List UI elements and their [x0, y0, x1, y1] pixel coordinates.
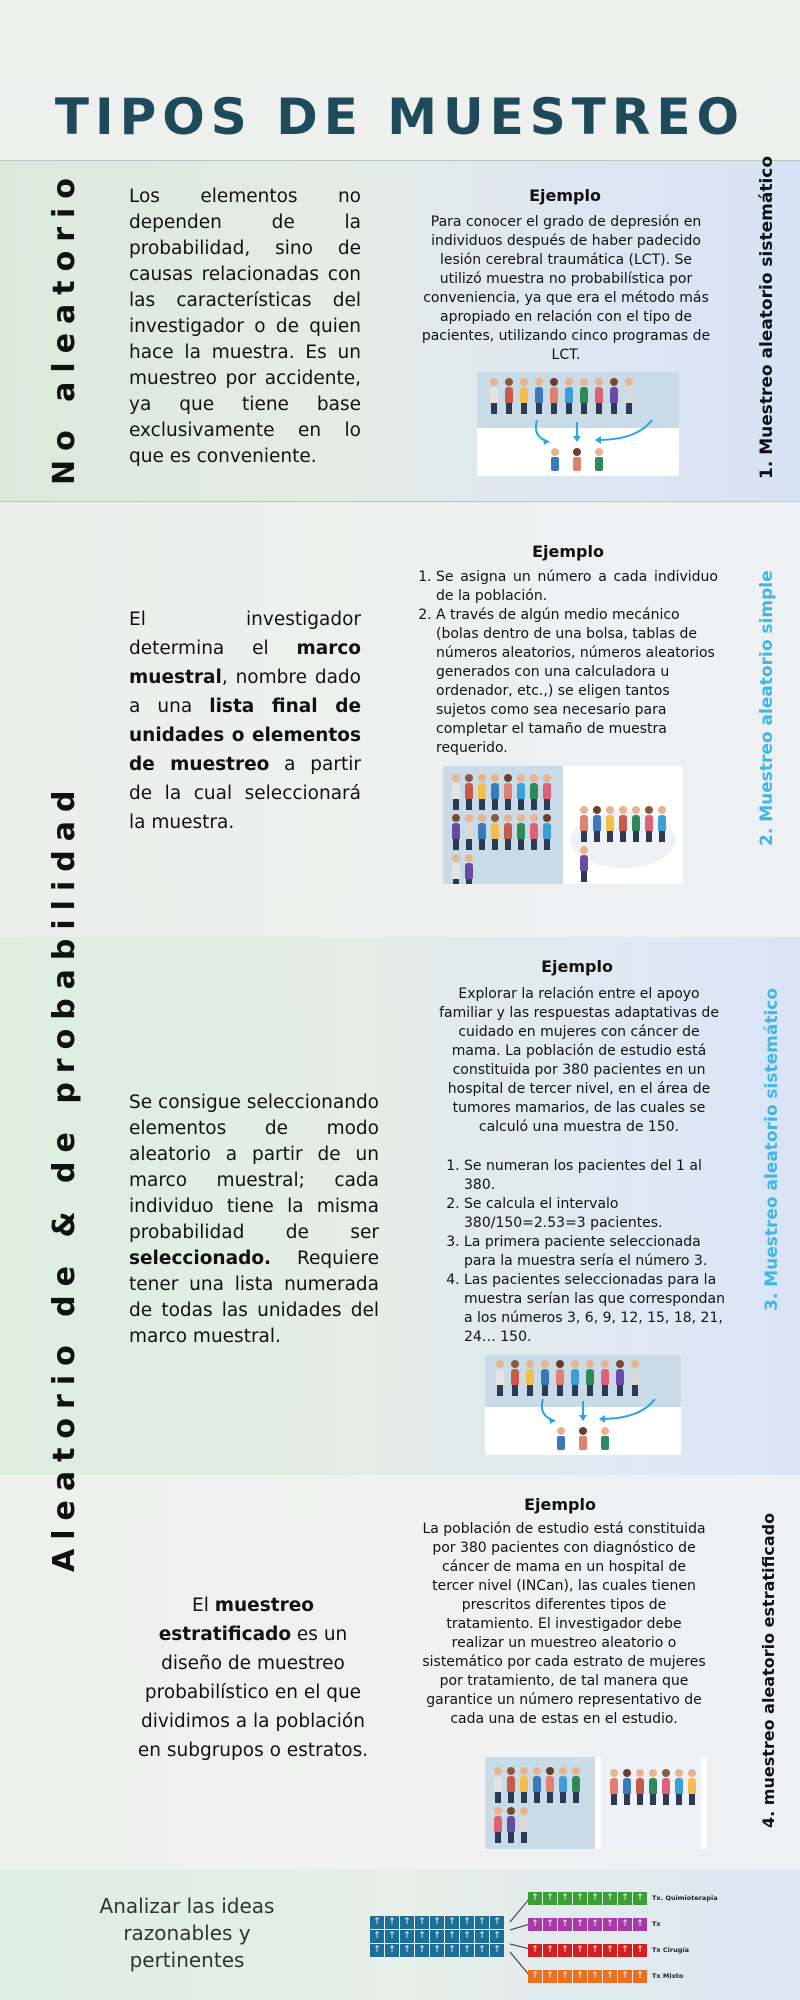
- person-up-arrow-icon: ↑: [543, 1944, 557, 1957]
- list-item: 2. Se calcula el intervalo 380/150=2.53=3 pacientes.: [464, 1195, 728, 1233]
- selection-arrows-icon: [477, 412, 679, 476]
- side-label-section-4: 4. muestreo aleatorio estratificado: [759, 1512, 778, 1828]
- person-up-arrow-icon: ↑: [430, 1930, 444, 1943]
- stratum-group-icon: [493, 1767, 591, 1843]
- seleccionado-term: seleccionado.: [129, 1248, 272, 1269]
- person-up-arrow-icon: ↑: [528, 1892, 542, 1905]
- example-title-section-1: Ejemplo: [529, 186, 601, 205]
- person-up-arrow-icon: ↑: [633, 1892, 647, 1905]
- example-title-section-4: Ejemplo: [524, 1495, 596, 1514]
- population-crowd-icon: [451, 774, 561, 884]
- example-text-section-3: Explorar la relación entre el apoyo familiar y las respuestas adaptativas de cuidado en mujeres con cáncer de mama. La población de estudio está constituida por 380 pacientes en un hospital de tercer nivel, en el área de tumores mamarios, de las cuales se calculó una muestra de 150.: [439, 986, 719, 1135]
- person-up-arrow-icon: ↑: [573, 1944, 587, 1957]
- strata-row: [528, 1943, 689, 1957]
- marco-muestral-term: marco muestral: [129, 638, 361, 688]
- person-up-arrow-icon: ↑: [573, 1892, 587, 1905]
- example-list-section-3: [446, 1157, 728, 1347]
- example-title-section-3: Ejemplo: [541, 957, 613, 976]
- person-up-arrow-icon: ↑: [558, 1944, 572, 1957]
- person-up-arrow-icon: ↑: [415, 1930, 429, 1943]
- side-label-section-3: 3. Muestreo aleatorio sistemático: [762, 987, 782, 1311]
- person-up-arrow-icon: ↑: [370, 1944, 384, 1957]
- person-up-arrow-icon: ↑: [588, 1892, 602, 1905]
- person-up-arrow-icon: ↑: [603, 1944, 617, 1957]
- person-up-arrow-icon: ↑: [633, 1944, 647, 1957]
- person-up-arrow-icon: ↑: [400, 1916, 414, 1929]
- side-label-section-2: 2. Muestreo aleatorio simple: [757, 570, 777, 846]
- person-up-arrow-icon: ↑: [603, 1970, 617, 1983]
- person-up-arrow-icon: ↑: [528, 1944, 542, 1957]
- person-up-arrow-icon: ↑: [558, 1918, 572, 1931]
- person-up-arrow-icon: ↑: [603, 1918, 617, 1931]
- person-up-arrow-icon: ↑: [400, 1930, 414, 1943]
- stratum-label: Tx Cirugía: [652, 1946, 689, 1954]
- person-up-arrow-icon: ↑: [618, 1970, 632, 1983]
- person-up-arrow-icon: ↑: [475, 1944, 489, 1957]
- person-up-arrow-icon: ↑: [430, 1944, 444, 1957]
- stratum-label: Tx. Quimioterapia: [652, 1894, 718, 1902]
- person-up-arrow-icon: ↑: [490, 1930, 504, 1943]
- stratum-label: Tx Mixto: [652, 1972, 684, 1980]
- strata-connectors: [370, 1886, 530, 1986]
- population-people-icon: [489, 378, 633, 414]
- person-up-arrow-icon: ↑: [460, 1930, 474, 1943]
- person-up-arrow-icon: ↑: [445, 1930, 459, 1943]
- definition-section-1: Los elementos no dependen de la probabilidad, sino de causas relacionadas con las características del investigador o de quien hace la muestra. Es un muestreo por accidente, ya que tiene base exclusivamente en lo que es conveniente.: [129, 186, 361, 467]
- definition-section-4: El muestreo estratificado es un diseño de muestreo probabilístico en el que dividimos a la población en subgrupos o estratos.: [137, 1595, 369, 1761]
- person-up-arrow-icon: ↑: [460, 1916, 474, 1929]
- list-item: 4. Las pacientes seleccionadas para la muestra serían las que correspondan a los números 3, 6, 9, 12, 15, 18, 21, 24… 150.: [464, 1271, 728, 1347]
- person-up-arrow-icon: ↑: [445, 1916, 459, 1929]
- population-sample-illustration: [443, 766, 683, 884]
- person-up-arrow-icon: ↑: [543, 1892, 557, 1905]
- side-label-aleatorio: Aleatorio de & de probabilidad: [47, 781, 82, 1572]
- person-up-arrow-icon: ↑: [385, 1930, 399, 1943]
- stratum-label: Tx: [652, 1920, 661, 1928]
- list-item: 2. A través de algún medio mecánico (bolas dentro de una bolsa, tablas de números aleatorios, números aleatorios generados con una calculadora u ordenador, etc.,) se eligen tantos sujetos como sea necesario para completar el tamaño de muestra requerido.: [436, 606, 718, 758]
- person-up-arrow-icon: ↑: [573, 1970, 587, 1983]
- person-up-arrow-icon: ↑: [528, 1970, 542, 1983]
- muestreo-estratificado-term: muestreo estratificado: [158, 1595, 314, 1645]
- person-up-arrow-icon: ↑: [445, 1944, 459, 1957]
- selection-arrows-icon: [485, 1391, 681, 1455]
- person-up-arrow-icon: ↑: [415, 1916, 429, 1929]
- person-up-arrow-icon: ↑: [475, 1930, 489, 1943]
- example-text-section-4: La población de estudio está constituida por 380 pacientes con diagnóstico de cáncer de mama en un hospital de tercer nivel (INCan), las cuales tienen prescritos diferentes tipos de tratamiento. El investigador debe realizar un muestreo aleatorio o sistemático por cada estrato de mujeres por tratamiento, de tal manera que garantice un número representativo de cada una de estas en el estudio.: [422, 1521, 706, 1727]
- person-up-arrow-icon: ↑: [588, 1970, 602, 1983]
- systematic-selection-illustration: [485, 1355, 681, 1455]
- strata-diagram: [370, 1886, 718, 1986]
- strata-row: [528, 1891, 718, 1905]
- example-text-section-1: Para conocer el grado de depresión en individuos después de haber padecido lesión cerebral traumática (LCT). Se utilizó muestra no probabilística por conveniencia, ya que era el método más apropiado en relación con el tipo de pacientes, utilizando cinco programas de LCT.: [421, 214, 711, 363]
- strata-row: [528, 1917, 661, 1931]
- page-title: TIPOS DE MUESTREO: [54, 88, 746, 146]
- list-item: 1. Se asigna un número a cada individuo de la población.: [436, 568, 718, 606]
- person-up-arrow-icon: ↑: [588, 1944, 602, 1957]
- person-up-arrow-icon: ↑: [475, 1916, 489, 1929]
- person-up-arrow-icon: ↑: [618, 1944, 632, 1957]
- sample-selection-illustration: [477, 372, 679, 476]
- footer-text: Analizar las ideas razonables y pertinentes: [99, 1894, 275, 1972]
- person-up-arrow-icon: ↑: [588, 1918, 602, 1931]
- person-up-arrow-icon: ↑: [633, 1970, 647, 1983]
- person-up-arrow-icon: ↑: [490, 1916, 504, 1929]
- person-up-arrow-icon: ↑: [558, 1970, 572, 1983]
- person-up-arrow-icon: ↑: [618, 1918, 632, 1931]
- person-up-arrow-icon: ↑: [370, 1916, 384, 1929]
- example-title-section-2: Ejemplo: [532, 542, 604, 561]
- lista-final-term: lista final de unidades o elementos de muestreo: [129, 696, 362, 775]
- person-up-arrow-icon: ↑: [558, 1892, 572, 1905]
- person-up-arrow-icon: ↑: [415, 1944, 429, 1957]
- side-label-section-1: 1. Muestreo aleatorio sistemático: [757, 155, 777, 479]
- strata-row: [528, 1969, 683, 1983]
- person-up-arrow-icon: ↑: [633, 1918, 647, 1931]
- person-up-arrow-icon: ↑: [400, 1944, 414, 1957]
- person-up-arrow-icon: ↑: [490, 1944, 504, 1957]
- person-up-arrow-icon: ↑: [618, 1892, 632, 1905]
- person-up-arrow-icon: ↑: [385, 1944, 399, 1957]
- example-list-section-2: [418, 568, 718, 758]
- definition-section-2: El investigador determina el marco muestral, nombre dado a una lista final de unidades o elementos de muestreo a partir de la cual seleccionará la muestra.: [129, 609, 362, 833]
- person-up-arrow-icon: ↑: [603, 1892, 617, 1905]
- person-up-arrow-icon: ↑: [460, 1944, 474, 1957]
- person-up-arrow-icon: ↑: [543, 1970, 557, 1983]
- person-up-arrow-icon: ↑: [543, 1918, 557, 1931]
- strata-illustration: [485, 1757, 707, 1849]
- list-item: 3. La primera paciente seleccionada para la muestra sería el número 3.: [464, 1233, 728, 1271]
- sample-group-icon: [579, 806, 675, 882]
- person-up-arrow-icon: ↑: [573, 1918, 587, 1931]
- person-up-arrow-icon: ↑: [385, 1916, 399, 1929]
- person-up-arrow-icon: ↑: [430, 1916, 444, 1929]
- person-up-arrow-icon: ↑: [528, 1918, 542, 1931]
- side-label-no-aleatorio: No aleatorio: [47, 169, 82, 485]
- definition-section-3: Se consigue seleccionando elementos de modo aleatorio a partir de un marco muestral; cada individuo tiene la misma probabilidad de ser seleccionado. Requiere tener una lista numerada de todas las unidades del marco muestral.: [129, 1092, 379, 1347]
- list-item: 1. Se numeran los pacientes del 1 al 380.: [464, 1157, 728, 1195]
- stratum-group-icon: [609, 1769, 699, 1805]
- person-up-arrow-icon: ↑: [370, 1930, 384, 1943]
